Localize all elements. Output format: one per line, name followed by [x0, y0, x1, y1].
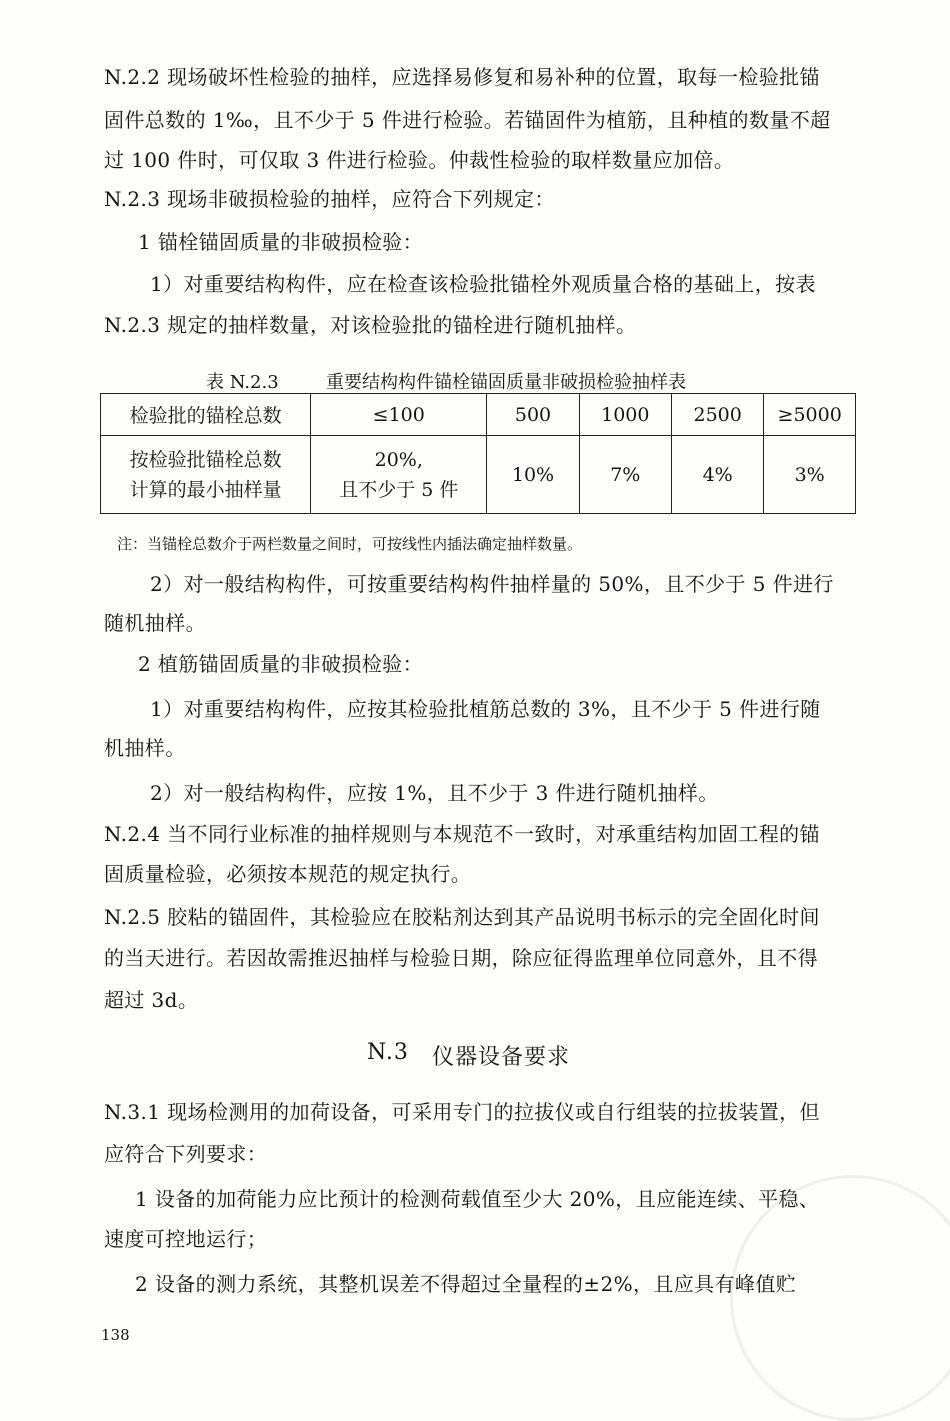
- clause-n225-line1: N.2.5 胶粘的锚固件，其检验应在胶粘剂达到其产品说明书标示的完全固化时间: [104, 905, 820, 929]
- table-value-cell: [311, 436, 487, 514]
- table-header-cell: 2500: [671, 394, 763, 436]
- table-value-cell: 7%: [579, 436, 671, 514]
- table-value-cell: 10%: [487, 436, 579, 514]
- table-header-row: [101, 394, 856, 436]
- clause-n222-line3: 过 100 件时，可仅取 3 件进行检验。仲裁性检验的取样数量应加倍。: [104, 148, 735, 172]
- clause-n223: N.2.3 现场非破损检验的抽样，应符合下列规定：: [104, 187, 555, 211]
- table-header-cell: 1000: [579, 394, 671, 436]
- table-caption-number: 表 N.2.3: [206, 372, 279, 393]
- table-header-label: 检验批的锚栓总数: [101, 394, 311, 436]
- clause-n225-line3: 超过 3d。: [104, 988, 199, 1012]
- section-title: 仪器设备要求: [432, 1045, 571, 1070]
- item-1-1-line1: 1）对重要结构构件，应在检查该检验批锚栓外观质量合格的基础上，按表: [150, 272, 816, 296]
- item-2-1-line2: 机抽样。: [104, 736, 186, 760]
- item-1-2-line1: 2）对一般结构构件，可按重要结构构件抽样量的 50%，且不少于 5 件进行: [150, 572, 834, 596]
- clause-n224-line2: 固质量检验，必须按本规范的规定执行。: [104, 862, 472, 886]
- table-note: 注：当锚栓总数介于两栏数量之间时，可按线性内插法确定抽样数量。: [117, 535, 583, 553]
- requirement-2-line1: 2 设备的测力系统，其整机误差不得超过全量程的±2%，且应具有峰值贮: [135, 1272, 797, 1296]
- item-2: 2 植筋锚固质量的非破损检验：: [138, 652, 424, 676]
- clause-n31-line2: 应符合下列要求：: [104, 1142, 268, 1166]
- section-number: N.3: [367, 1040, 409, 1065]
- table-row-label-line1: 按检验批锚栓总数: [129, 448, 282, 471]
- clause-n225-line2: 的当天进行。若因故需推迟抽样与检验日期，除应征得监理单位同意外，且不得: [104, 946, 818, 970]
- item-2-2: 2）对一般结构构件，应按 1%，且不少于 3 件进行随机抽样。: [150, 781, 719, 805]
- requirement-1-line1: 1 设备的加荷能力应比预计的检测荷载值至少大 20%，且应能连续、平稳、: [135, 1187, 820, 1211]
- table-header-cell: ≥5000: [764, 394, 856, 436]
- table-value-cell: 3%: [764, 436, 856, 514]
- clause-n224-line1: N.2.4 当不同行业标准的抽样规则与本规范不一致时，对承重结构加固工程的锚: [104, 822, 820, 846]
- table-value-first-line1: 20%,: [374, 448, 423, 471]
- item-2-1-line1: 1）对重要结构构件，应按其检验批植筋总数的 3%，且不少于 5 件进行随: [150, 697, 821, 721]
- table-header-cell: ≤100: [311, 394, 487, 436]
- table-header-cell: 500: [487, 394, 579, 436]
- clause-n222-line2: 固件总数的 1‰，且不少于 5 件进行检验。若锚固件为植筋，且种植的数量不超: [104, 108, 831, 132]
- page-number: 138: [101, 1326, 130, 1344]
- clause-n31-line1: N.3.1 现场检测用的加荷设备，可采用专门的拉拔仪或自行组装的拉拔装置，但: [104, 1100, 820, 1124]
- sampling-table: [100, 393, 856, 514]
- clause-n222-line1: N.2.2 现场破坏性检验的抽样，应选择易修复和易补种的位置，取每一检验批锚: [104, 65, 820, 89]
- item-1-2-line2: 随机抽样。: [104, 611, 206, 635]
- item-1: 1 锚栓锚固质量的非破损检验：: [138, 230, 424, 254]
- requirement-1-line2: 速度可控地运行；: [104, 1227, 268, 1251]
- table-row-label: [101, 436, 311, 514]
- table-value-first-line2: 且不少于 5 件: [339, 478, 459, 501]
- table-value-cell: 4%: [671, 436, 763, 514]
- table-caption-title: 重要结构构件锚栓锚固质量非破损检验抽样表: [326, 372, 686, 393]
- item-1-1-line2: N.2.3 规定的抽样数量，对该检验批的锚栓进行随机抽样。: [104, 313, 637, 337]
- table-value-row: [101, 436, 856, 514]
- table-row-label-line2: 计算的最小抽样量: [129, 478, 282, 501]
